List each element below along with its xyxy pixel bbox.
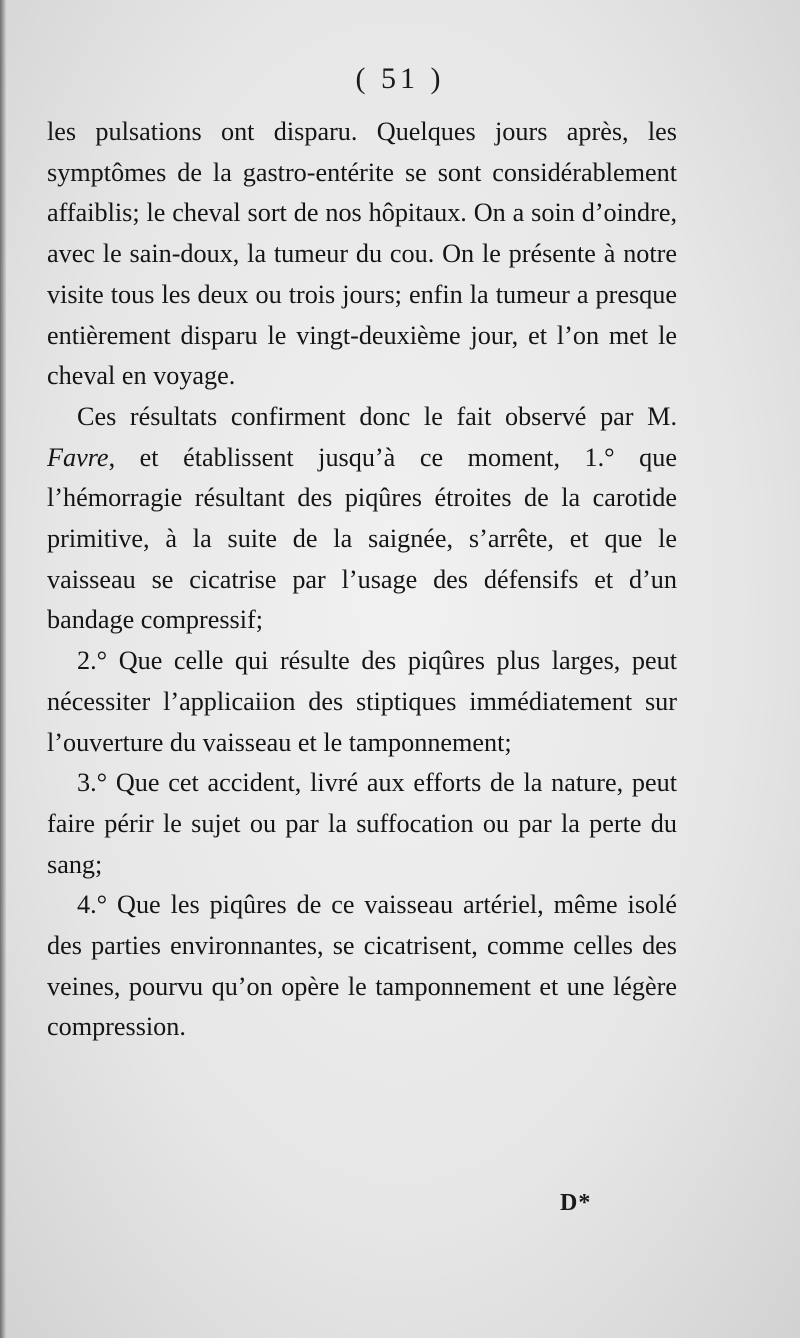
paragraph-1: les pulsations ont disparu. Quelques jours après, les symptômes de la gastro-entérite se sont considérablement affaiblis; le cheval sort de nos hôpitaux. On a soin d’oindre, avec le sain-doux, la tumeur du cou. On le présente à notre visite tous les deux ou trois jours; enfin la tumeur a presque entièrement disparu le vingt-deuxième jour, et l’on met le cheval en voyage.: [47, 117, 677, 391]
author-name-favre: Favre: [47, 442, 109, 472]
page-number: ( 51 ): [355, 62, 445, 95]
paragraph-2: [47, 397, 677, 641]
paragraph-5: 4.° Que les piqûres de ce vaisseau artériel, même isolé des parties environnantes, se cicatrisent, comme celles des veines, pourvu qu’on opère le tamponnement et une légère compression.: [47, 890, 677, 1042]
body-text: [47, 112, 677, 1048]
paragraph-3: 2.° Que celle qui résulte des piqûres plus larges, peut nécessiter l’applicaiion des stiptiques immédiatement sur l’ouverture du vaisseau et le tamponnement;: [47, 646, 677, 757]
paragraph-2-text-end: , et établissent jusqu’à ce moment, 1.° que l’hémorragie résultant des piqûres étroites de la carotide primitive, à la suite de la saignée, s’arrête, et que le vaisseau se cicatrise par l’usage des défensifs et d’un bandage compressif;: [47, 442, 677, 635]
page-binding-shadow: [0, 0, 6, 1338]
signature-mark: D*: [560, 1190, 592, 1216]
paragraph-2-text-start: Ces résultats confirment donc le fait observé par M.: [77, 401, 677, 431]
paragraph-4: 3.° Que cet accident, livré aux efforts de la nature, peut faire périr le sujet ou par la suffocation ou par la perte du sang;: [47, 768, 677, 879]
